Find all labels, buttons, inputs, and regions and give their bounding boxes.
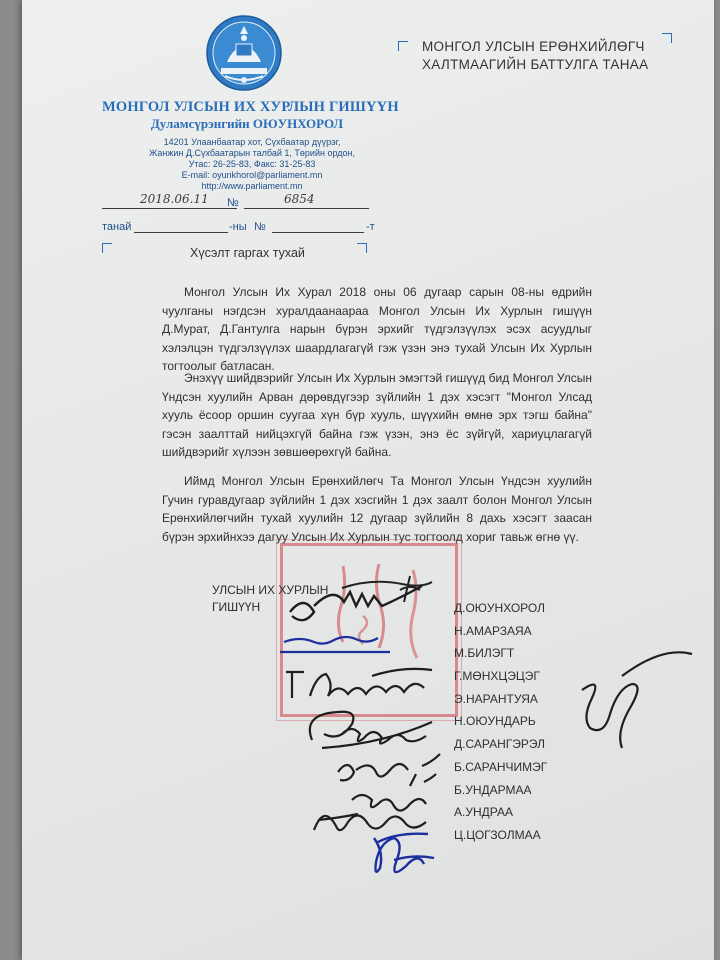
signature-mark — [338, 754, 440, 780]
recipient-line-2: ХАЛТМААГИЙН БАТТУЛГА ТАНАА — [422, 57, 649, 72]
signature-mark — [310, 712, 432, 748]
signatory-name: Г.МӨНХЦЭЦЭГ — [454, 669, 540, 684]
address-line: 14201 Улаанбаатар хот, Сүхбаатар дүүрэг, — [163, 137, 341, 147]
signatory-name: Н.АМАРЗАЯА — [454, 623, 532, 638]
paragraph-text: Иймд Монгол Улсын Ерөнхийлөгч Та Монгол Улсын Үндсэн хуулийн Гучин гуравдугаар зүйлийн 1 дэх хэсгийн 1 дэх заалт болон Монгол Улсын Ерөнхийлөгчийн тухай хуулийн 12 дугаар зүйлийн 8 дахь хэсэгт заасан бүрэн эрхийнхээ дагуу Улсын Их Хурлын тус тогтоолд хориг тавьж өгнө үү. — [162, 474, 592, 544]
signatory-name: Н.ОЮУНДАРЬ — [454, 714, 536, 729]
subject-line: Хүсэлт гаргах тухай — [190, 246, 305, 260]
handwritten-signatures — [22, 0, 714, 960]
address-line: Жанжин Д.Сүхбаатарын талбай 1, Төрийн ордон, — [149, 148, 355, 158]
number-handwritten: 6854 — [284, 192, 315, 206]
signature-title-line-1: УЛСЫН ИХ ХУРЛЫН — [212, 583, 329, 597]
signature-title-line-2: ГИШҮҮН — [212, 600, 261, 614]
document-page — [22, 0, 714, 960]
t-label: -т — [366, 221, 375, 233]
letterhead-title: МОНГОЛ УЛСЫН ИХ ХУРЛЫН ГИШҮҮН — [102, 99, 399, 115]
signatory-name: А.УНДРАА — [454, 805, 513, 820]
tanai-label: танай — [102, 221, 132, 233]
signatory-name: Ц.ЦОГЗОЛМАА — [454, 827, 541, 842]
number-label: № — [227, 197, 239, 209]
ny-label: -ны — [229, 221, 247, 233]
date-handwritten: 2018.06.11 — [140, 192, 209, 206]
signatory-name: Б.САРАНЧИМЭГ — [454, 759, 548, 774]
signatory-name: Б.УНДАРМАА — [454, 782, 532, 797]
signatory-name: М.БИЛЭГТ — [454, 646, 515, 661]
address-line: http://www.parliament.mn — [201, 181, 303, 191]
signature-mark — [290, 586, 422, 620]
address-line: Утас: 26-25-83, Факс: 31-25-83 — [188, 159, 316, 169]
signature-mark — [374, 834, 434, 872]
signatory-name: Д.САРАНГЭРЭЛ — [454, 737, 545, 752]
recipient-line-1: МОНГОЛ УЛСЫН ЕРӨНХИЙЛӨГЧ — [422, 39, 645, 54]
signatory-name: Э.НАРАНТУЯА — [454, 691, 538, 706]
number-label-2: № — [254, 221, 266, 233]
signatory-name: Д.ОЮУНХОРОЛ — [454, 601, 545, 615]
signature-mark — [280, 637, 390, 652]
address-line: E-mail: oyunkhorol@parliament.mn — [181, 170, 323, 180]
signature-mark — [314, 814, 426, 830]
paragraph-text: Энэхүү шийдвэрийг Улсын Их Хурлын эмэгтэй гишүүд бид Монгол Улсын Үндсэн хуулийн Арван дөрөвдүгээр зүйлийн 1 дэх хэсэгт "Монгол Улсад хууль ёсоор оршин суугаа хүн бүр хууль, шүүхийн өмнө эрх тэгш байна" гэсэн заалттай нийцэхгүй байна гэж үзэн, энэ ёс зүйгүй, хариуцлагагүй шийдвэрийг хүлээн зөвшөөрөхгүй байна. — [162, 371, 592, 459]
signature-mark — [286, 669, 432, 698]
letterhead-member-name: Дуламсүрэнгийн ОЮУНХОРОЛ — [150, 116, 344, 131]
paragraph-text: Монгол Улсын Их Хурал 2018 оны 06 дугаар сарын 08-ны өдрийн чуулганы нэгдсэн хуралдаанаараа Монгол Улсын Их Хурлын гишүүн Д.Мурат, Д.Гантулга нарын бүрэн эрхийг түдгэлзүүлэх эсэх асуудлыг хэлэлцэн түдгэлзүүлэх шаардлагагүй гэж үзэн энэ тухай Улсын Их Хурлын тогтоолыг батласан. — [162, 285, 592, 373]
signature-mark — [582, 652, 692, 748]
signature-mark — [352, 774, 436, 811]
